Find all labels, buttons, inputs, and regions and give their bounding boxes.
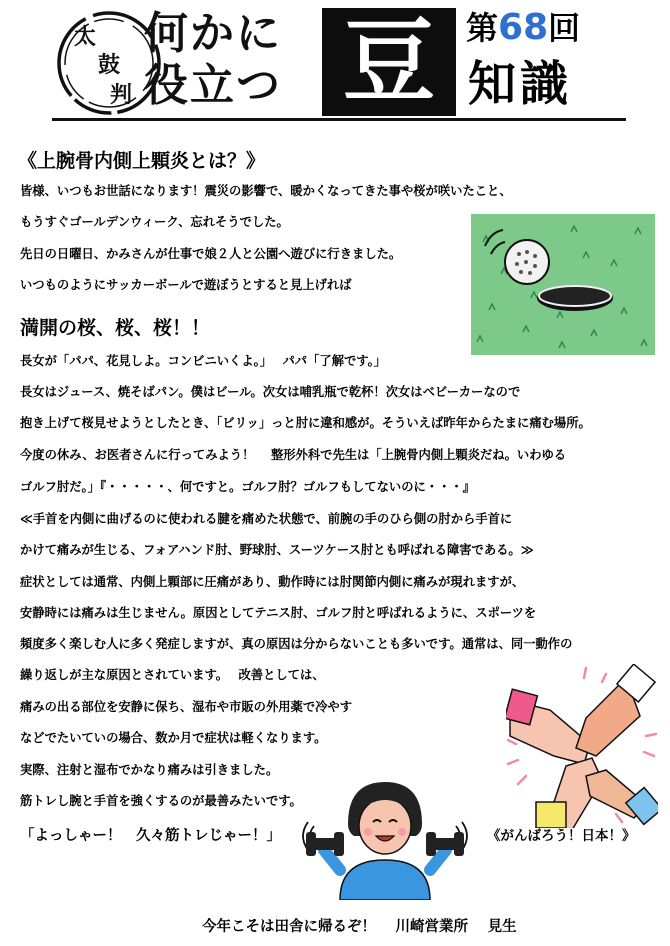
shout-text: 「よっしゃー！ 久々筋トレじゃー！」 <box>20 828 281 844</box>
seal-char-2: 鼓 <box>98 53 121 78</box>
intro-line-1: 皆様、いつもお世話になります！震災の影響で、暖かくなってきた事や桜が咲いたこと、 <box>20 184 512 198</box>
issue-label <box>466 8 580 48</box>
body-line-6: ≪手首を内側に曲げるのに使われる腱を痛めた状態で、前腕の手のひら側の肘から手首に <box>20 512 513 526</box>
chishiki-title: 知識 <box>468 56 573 112</box>
body-line-15: 筋トレし腕と手首を強くするのが最善みたいです。 <box>20 794 302 808</box>
intro-line-3: 先日の日曜日、かみさんが仕事で娘２人と公園へ遊びに行きました。 <box>20 247 402 261</box>
mame-block <box>322 8 456 116</box>
seal-char-3: 判 <box>110 83 133 108</box>
body-line-9: 安静時には痛みは生じません。原因としてテニス肘、ゴルフ肘と呼ばれるように、スポーツを <box>20 606 537 620</box>
girl-illustration <box>300 780 470 900</box>
body-line-8: 症状としては通常、内側上顆部に圧痛があり、動作時には肘関節内側に痛みが現れますが、 <box>20 575 525 589</box>
issue-prefix: 第 <box>466 9 499 47</box>
body-line-14: 実際、注射と湿布でかなり痛みは引きました。 <box>20 763 279 777</box>
cheer-text: 《がんばろう！日本！》 <box>487 828 636 844</box>
body-line-4: 今度の休み、お医者さんに行ってみよう！ 整形外科で先生は「上腕骨内側上顆炎だね。いわゆる <box>20 448 567 462</box>
issue-suffix: 回 <box>548 9 581 47</box>
body-line-2: 長女はジュース、焼そばパン。僕はビール。次女は哺乳瓶で乾杯！次女はベビーカーなので <box>20 385 521 399</box>
body-line-12: 痛みの出る部位を安静に保ち、湿布や市販の外用薬で冷やす <box>20 700 353 714</box>
body-line-1: 長女が「パパ、花見しよ。コンビニいくよ。」 パパ「了解です。」 <box>20 354 387 368</box>
body-line-3: 抱き上げて桜見せようとしたとき、「ビリッ」っと肘に違和感が。そういえば昨年からたまに痛む場所。 <box>20 416 591 430</box>
newsletter-header <box>52 4 626 122</box>
signature: 今年こそは田舎に帰るぞ！ 川崎営業所 見生 <box>202 919 517 935</box>
body-line-11: 繰り返しが主な原因とされています。 改善としては、 <box>20 668 325 682</box>
header-divider <box>52 118 626 121</box>
article-title: 《上腕骨内側上顆炎とは？》 <box>18 150 266 172</box>
subheading: 満開の桜、桜、桜！！ <box>20 317 211 339</box>
body-line-13: などでたいていの場合、数か月で症状は軽くなります。 <box>20 731 327 745</box>
seal-char-1: 太 <box>74 25 97 50</box>
intro-line-4: いつものようにサッカーボールで遊ぼうとすると見上げれば <box>20 278 352 292</box>
title-line-2: 役立つ <box>144 60 282 111</box>
body-line-10: 頻度多く楽しむ人に多く発症しますが、真の原因は分からないことも多いです。通常は、同一動作の <box>20 637 573 651</box>
body-line-5: ゴルフ肘だ。」『・・・・・、何ですと。ゴルフ肘？ゴルフもしてないのに・・・』 <box>20 480 475 494</box>
hands-illustration <box>506 664 658 828</box>
issue-number: 68 <box>498 7 549 48</box>
golf-illustration <box>471 214 655 355</box>
title-line-1: 何かに <box>144 8 282 59</box>
body-line-7: かけて痛みが生じる、フォアハンド肘、野球肘、スーツケース肘とも呼ばれる障害である。≫ <box>20 543 534 557</box>
mame-character: 豆 <box>342 8 435 115</box>
intro-line-2: もうすぐゴールデンウィーク、忘れそうでした。 <box>20 215 289 229</box>
